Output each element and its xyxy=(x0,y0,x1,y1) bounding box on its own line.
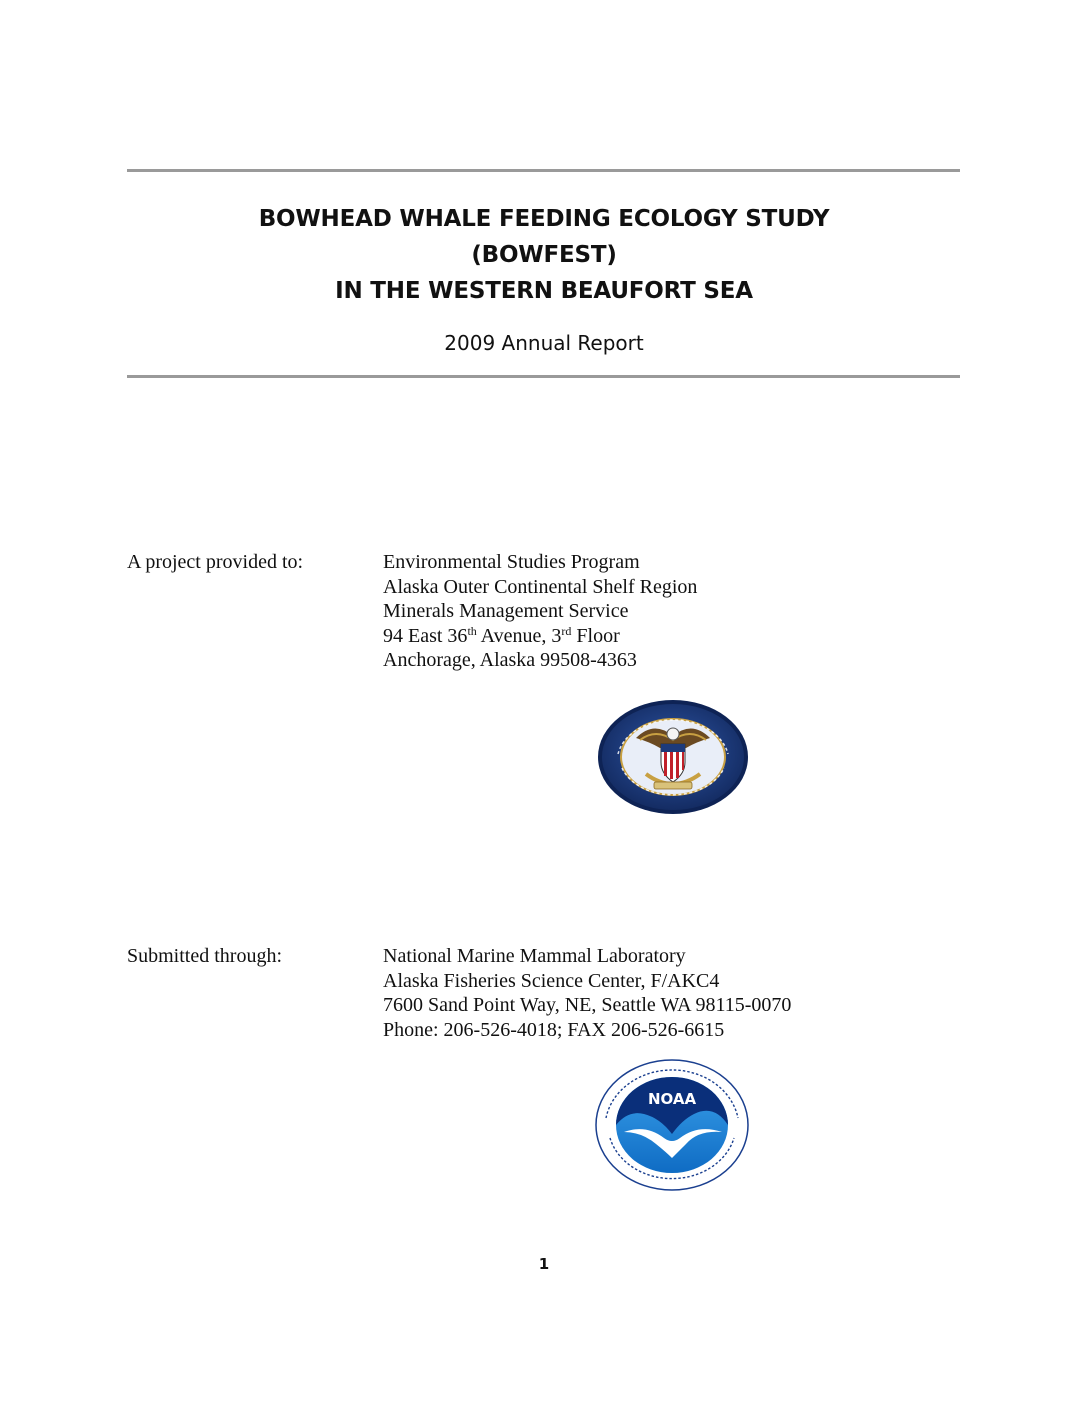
report-title xyxy=(0,201,1088,309)
provided-to-address xyxy=(383,550,697,673)
top-divider xyxy=(127,169,960,172)
title-line-2: (BOWFEST) xyxy=(471,242,617,268)
avenue-text: Avenue, 3 xyxy=(476,624,562,647)
address-line: Alaska Fisheries Science Center, F/AKC4 xyxy=(383,969,720,992)
address-line: Anchorage, Alaska 99508-4363 xyxy=(383,649,637,671)
address-line: Alaska Outer Continental Shelf Region xyxy=(383,575,698,598)
noaa-wordmark: NOAA xyxy=(647,1090,697,1108)
page-number: 1 xyxy=(538,1255,550,1273)
address-line: National Marine Mammal Laboratory xyxy=(383,945,686,967)
address-line: Environmental Studies Program xyxy=(383,551,640,573)
address-line: 7600 Sand Point Way, NE, Seattle WA 98115-0070 xyxy=(383,994,792,1016)
submitted-through-address xyxy=(383,944,791,1042)
address-line: Phone: 206-526-4018; FAX 206-526-6615 xyxy=(383,1018,725,1041)
address-line xyxy=(383,624,697,649)
submitted-through-label: Submitted through: xyxy=(127,945,282,967)
street-number-text: 94 East 36 xyxy=(383,624,468,647)
address-line: Minerals Management Service xyxy=(383,600,629,622)
mms-seal-icon xyxy=(596,698,750,816)
ordinal-suffix: th xyxy=(467,623,477,638)
ordinal-suffix: rd xyxy=(561,623,572,638)
provided-to-label: A project provided to: xyxy=(127,551,304,573)
bottom-divider xyxy=(127,375,960,378)
noaa-logo-icon xyxy=(594,1058,750,1192)
report-subtitle: 2009 Annual Report xyxy=(444,331,644,355)
floor-text: Floor xyxy=(571,624,620,647)
title-line-1: BOWHEAD WHALE FEEDING ECOLOGY STUDY xyxy=(258,206,830,232)
title-line-3: IN THE WESTERN BEAUFORT SEA xyxy=(335,278,753,304)
